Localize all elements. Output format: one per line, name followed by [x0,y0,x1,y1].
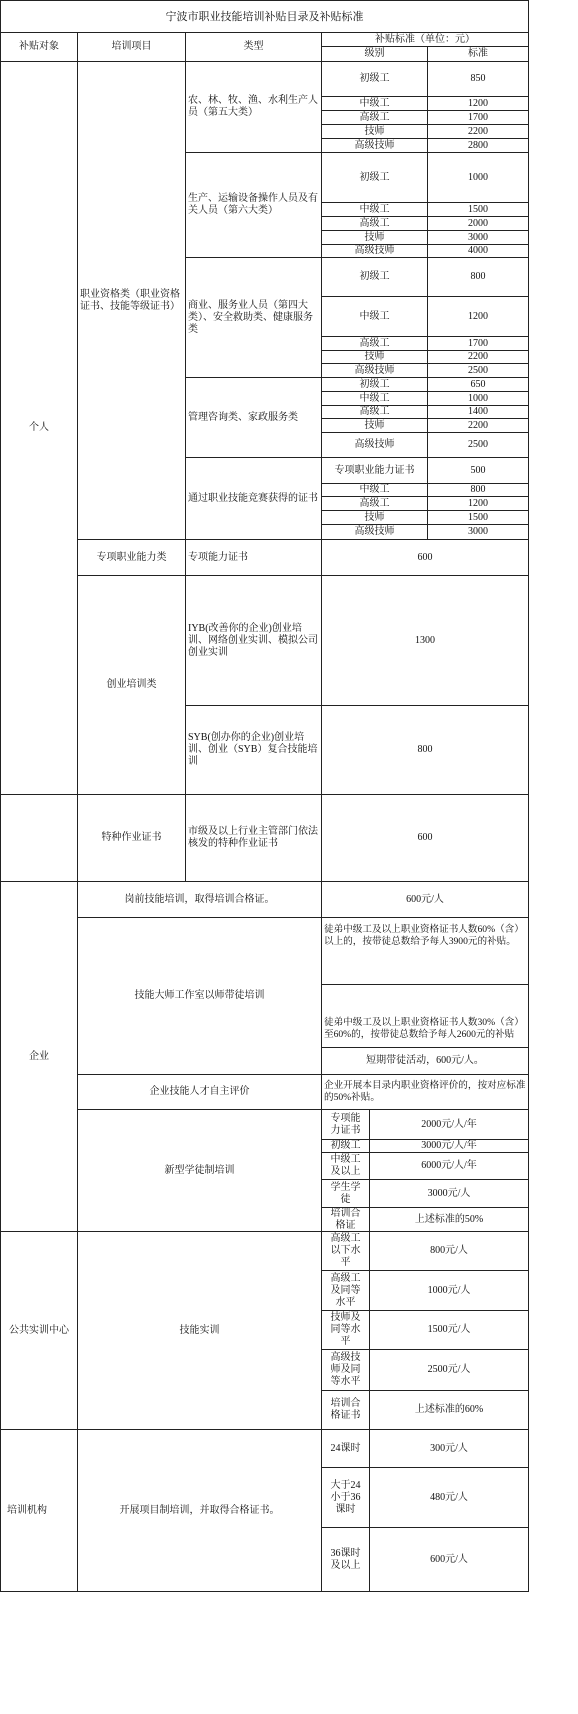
master-studio-standard: 徒弟中级工及以上职业资格证书人数30%（含）至60%的，按带徒总数给予每人2600元的补贴 [322,985,529,1048]
public-center-level: 高级技师及同等水平 [322,1350,370,1391]
apprenticeship-level: 培训合格证 [322,1208,370,1232]
public-center-standard: 上述标准的60% [370,1391,529,1430]
group-1-level: 中级工 [322,97,428,111]
group-3-amount: 1700 [428,337,529,351]
startup-syb-type: SYB(创办你的企业)创业培训、创业（SYB）复合技能培训 [186,706,322,795]
special-operation-type: 市级及以上行业主管部门依法核发的特种作业证书 [186,795,322,882]
group-1-type: 农、林、牧、渔、水利生产人员（第五大类） [186,62,322,153]
pre-job-item: 岗前技能培训，取得培训合格证。 [78,882,322,918]
group-5-level: 中级工 [322,484,428,497]
group-4-level: 高级技师 [322,433,428,458]
public-center-standard: 2500元/人 [370,1350,529,1391]
public-center-standard: 800元/人 [370,1232,529,1271]
apprenticeship-standard: 上述标准的50% [370,1208,529,1232]
group-3-amount: 2500 [428,364,529,378]
group-4-amount: 2500 [428,433,529,458]
group-3-amount: 1200 [428,297,529,337]
master-studio-item: 技能大师工作室以师带徒培训 [78,918,322,1075]
public-center-item: 技能实训 [78,1232,322,1430]
group-4-type: 管理咨询类、家政服务类 [186,378,322,458]
group-4-level: 高级工 [322,406,428,419]
apprenticeship-level: 学生学徒 [322,1180,370,1208]
public-center-standard: 1000元/人 [370,1271,529,1311]
apprenticeship-standard: 3000元/人 [370,1180,529,1208]
header-type: 类型 [186,33,322,62]
institution-standard: 480元/人 [370,1468,529,1528]
pre-job-standard: 600元/人 [322,882,529,918]
project-qualification: 职业资格类（职业资格证书、技能等级证书） [78,62,186,540]
group-2-amount: 3000 [428,231,529,245]
apprenticeship-standard: 6000元/人/年 [370,1153,529,1180]
group-4-level: 初级工 [322,378,428,392]
group-2-amount: 2000 [428,217,529,231]
group-5-level: 技师 [322,511,428,525]
subject-enterprise: 企业 [0,882,78,1232]
group-2-type: 生产、运输设备操作人员及有关人员（第六大类） [186,153,322,258]
public-center-level: 高级工以下水平 [322,1232,370,1271]
group-5-amount: 500 [428,458,529,484]
institution-level: 大于24小于36课时 [322,1468,370,1528]
startup-iyb-type: IYB(改善你的企业)创业培训、网络创业实训、模拟公司创业实训 [186,576,322,706]
table-title: 宁波市职业技能培训补贴目录及补贴标准 [0,0,529,33]
group-5-level: 专项职业能力证书 [322,458,428,484]
group-4-amount: 650 [428,378,529,392]
group-1-level: 初级工 [322,62,428,97]
group-1-amount: 2800 [428,139,529,153]
apprenticeship-level: 专项能力证书 [322,1110,370,1140]
group-1-amount: 1700 [428,111,529,125]
master-studio-standard: 徒弟中级工及以上职业资格证书人数60%（含）以上的，按带徒总数给予每人3900元的补贴。 [322,918,529,985]
special-ability-type: 专项能力证书 [186,540,322,576]
subject-blank-cell [0,795,78,882]
group-3-level: 技师 [322,351,428,364]
self-evaluation-item: 企业技能人才自主评价 [78,1075,322,1110]
self-evaluation-standard: 企业开展本目录内职业资格评价的，按对应标准的50%补贴。 [322,1075,529,1110]
group-4-amount: 1000 [428,392,529,406]
group-3-level: 中级工 [322,297,428,337]
header-amount: 标准 [428,47,529,62]
master-studio-standard: 短期带徒活动，600元/人。 [322,1048,529,1075]
group-5-level: 高级工 [322,497,428,511]
group-1-level: 技师 [322,125,428,139]
group-5-amount: 1200 [428,497,529,511]
project-special-operation: 特种作业证书 [78,795,186,882]
header-standard: 补贴标准（单位：元） [322,33,529,47]
group-5-level: 高级技师 [322,525,428,540]
apprenticeship-level: 中级工及以上 [322,1153,370,1180]
group-3-level: 高级技师 [322,364,428,378]
institution-level: 24课时 [322,1430,370,1468]
special-operation-amount: 600 [322,795,529,882]
group-4-amount: 1400 [428,406,529,419]
group-4-level: 中级工 [322,392,428,406]
startup-syb-amount: 800 [322,706,529,795]
institution-standard: 600元/人 [370,1528,529,1592]
apprenticeship-level: 初级工 [322,1140,370,1153]
header-level: 级别 [322,47,428,62]
group-5-amount: 800 [428,484,529,497]
group-2-amount: 1000 [428,153,529,203]
header-project: 培训项目 [78,33,186,62]
project-special-ability: 专项职业能力类 [78,540,186,576]
group-3-level: 高级工 [322,337,428,351]
group-1-level: 高级工 [322,111,428,125]
group-1-amount: 1200 [428,97,529,111]
group-2-amount: 1500 [428,203,529,217]
startup-iyb-amount: 1300 [322,576,529,706]
apprenticeship-standard: 3000元/人/年 [370,1140,529,1153]
group-3-amount: 800 [428,258,529,297]
public-center-level: 培训合格证书 [322,1391,370,1430]
group-2-level: 中级工 [322,203,428,217]
group-2-level: 初级工 [322,153,428,203]
group-5-type: 通过职业技能竞赛获得的证书 [186,458,322,540]
header-subject: 补贴对象 [0,33,78,62]
group-4-level: 技师 [322,419,428,433]
group-1-amount: 2200 [428,125,529,139]
group-5-amount: 1500 [428,511,529,525]
group-2-level: 高级工 [322,217,428,231]
group-4-amount: 2200 [428,419,529,433]
institution-level: 36课时及以上 [322,1528,370,1592]
special-ability-amount: 600 [322,540,529,576]
group-2-level: 高级技师 [322,245,428,258]
public-center-level: 高级工及同等水平 [322,1271,370,1311]
apprenticeship-standard: 2000元/人/年 [370,1110,529,1140]
subject-individual: 个人 [0,62,78,795]
group-2-level: 技师 [322,231,428,245]
group-1-amount: 850 [428,62,529,97]
project-startup: 创业培训类 [78,576,186,795]
subject-public-center: 公共实训中心 [0,1232,78,1430]
public-center-level: 技师及同等水平 [322,1311,370,1350]
public-center-standard: 1500元/人 [370,1311,529,1350]
group-1-level: 高级技师 [322,139,428,153]
group-3-amount: 2200 [428,351,529,364]
apprenticeship-item: 新型学徒制培训 [78,1110,322,1232]
group-2-amount: 4000 [428,245,529,258]
group-3-type: 商业、服务业人员（第四大类）、安全救助类、健康服务类 [186,258,322,378]
group-3-level: 初级工 [322,258,428,297]
group-5-amount: 3000 [428,525,529,540]
institution-item: 开展项目制培训，并取得合格证书。 [78,1430,322,1592]
institution-standard: 300元/人 [370,1430,529,1468]
subject-institution: 培训机构 [0,1430,78,1592]
